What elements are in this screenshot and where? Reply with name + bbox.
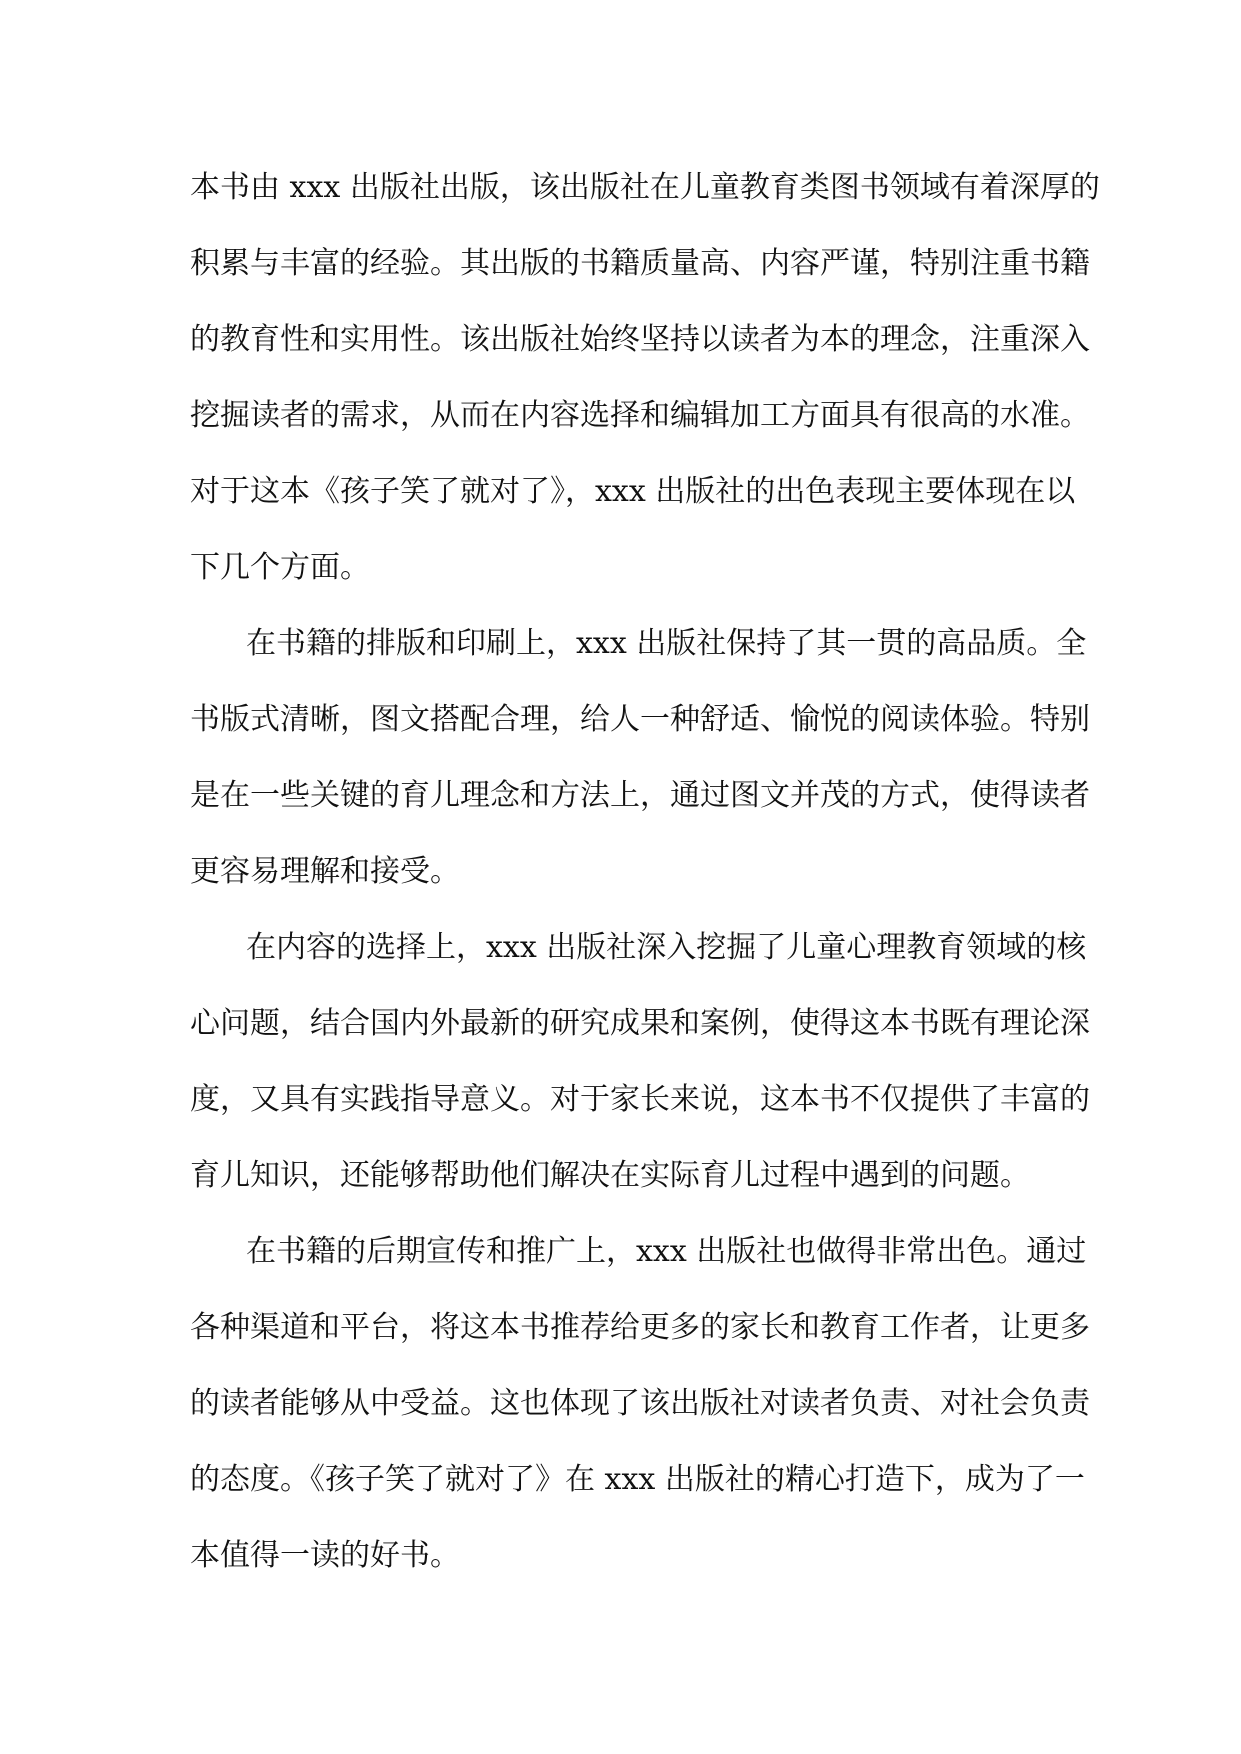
paragraph-line: 积累与丰富的经验。其出版的书籍质量高、内容严谨，特别注重书籍 xyxy=(190,246,1090,281)
paragraph-4 xyxy=(190,1214,1090,1594)
paragraph-line: 的教育性和实用性。该出版社始终坚持以读者为本的理念，注重深入 xyxy=(190,322,1090,357)
paragraph-line: 是在一些关键的育儿理念和方法上，通过图文并茂的方式，使得读者 xyxy=(190,778,1090,813)
document-body xyxy=(190,150,1100,1594)
paragraph-line: 在内容的选择上，xxx 出版社深入挖掘了儿童心理教育领域的核 xyxy=(246,930,1087,965)
paragraph-line: 的读者能够从中受益。这也体现了该出版社对读者负责、对社会负责 xyxy=(190,1386,1090,1421)
paragraph-line: 本书由 xxx 出版社出版，该出版社在儿童教育类图书领域有着深厚的 xyxy=(190,170,1100,205)
paragraph-line: 育儿知识，还能够帮助他们解决在实际育儿过程中遇到的问题。 xyxy=(190,1158,1030,1193)
paragraph-line: 下几个方面。 xyxy=(190,550,370,585)
paragraph-line: 度，又具有实践指导意义。对于家长来说，这本书不仅提供了丰富的 xyxy=(190,1082,1090,1117)
paragraph-line: 书版式清晰，图文搭配合理，给人一种舒适、愉悦的阅读体验。特别 xyxy=(190,702,1090,737)
paragraph-line: 本值得一读的好书。 xyxy=(190,1538,460,1573)
paragraph-line: 在书籍的后期宣传和推广上，xxx 出版社也做得非常出色。通过 xyxy=(246,1234,1087,1269)
paragraph-line: 心问题，结合国内外最新的研究成果和案例，使得这本书既有理论深 xyxy=(190,1006,1090,1041)
paragraph-line: 更容易理解和接受。 xyxy=(190,854,460,889)
paragraph-line: 的态度。《孩子笑了就对了》在 xxx 出版社的精心打造下，成为了一 xyxy=(190,1462,1085,1497)
paragraph-line: 在书籍的排版和印刷上，xxx 出版社保持了其一贯的高品质。全 xyxy=(246,626,1087,661)
paragraph-line: 各种渠道和平台，将这本书推荐给更多的家长和教育工作者，让更多 xyxy=(190,1310,1090,1345)
paragraph-2 xyxy=(190,606,1090,910)
paragraph-1 xyxy=(190,150,1100,606)
paragraph-3 xyxy=(190,910,1090,1214)
paragraph-line: 对于这本《孩子笑了就对了》，xxx 出版社的出色表现主要体现在以 xyxy=(190,474,1076,509)
paragraph-line: 挖掘读者的需求，从而在内容选择和编辑加工方面具有很高的水准。 xyxy=(190,398,1090,433)
